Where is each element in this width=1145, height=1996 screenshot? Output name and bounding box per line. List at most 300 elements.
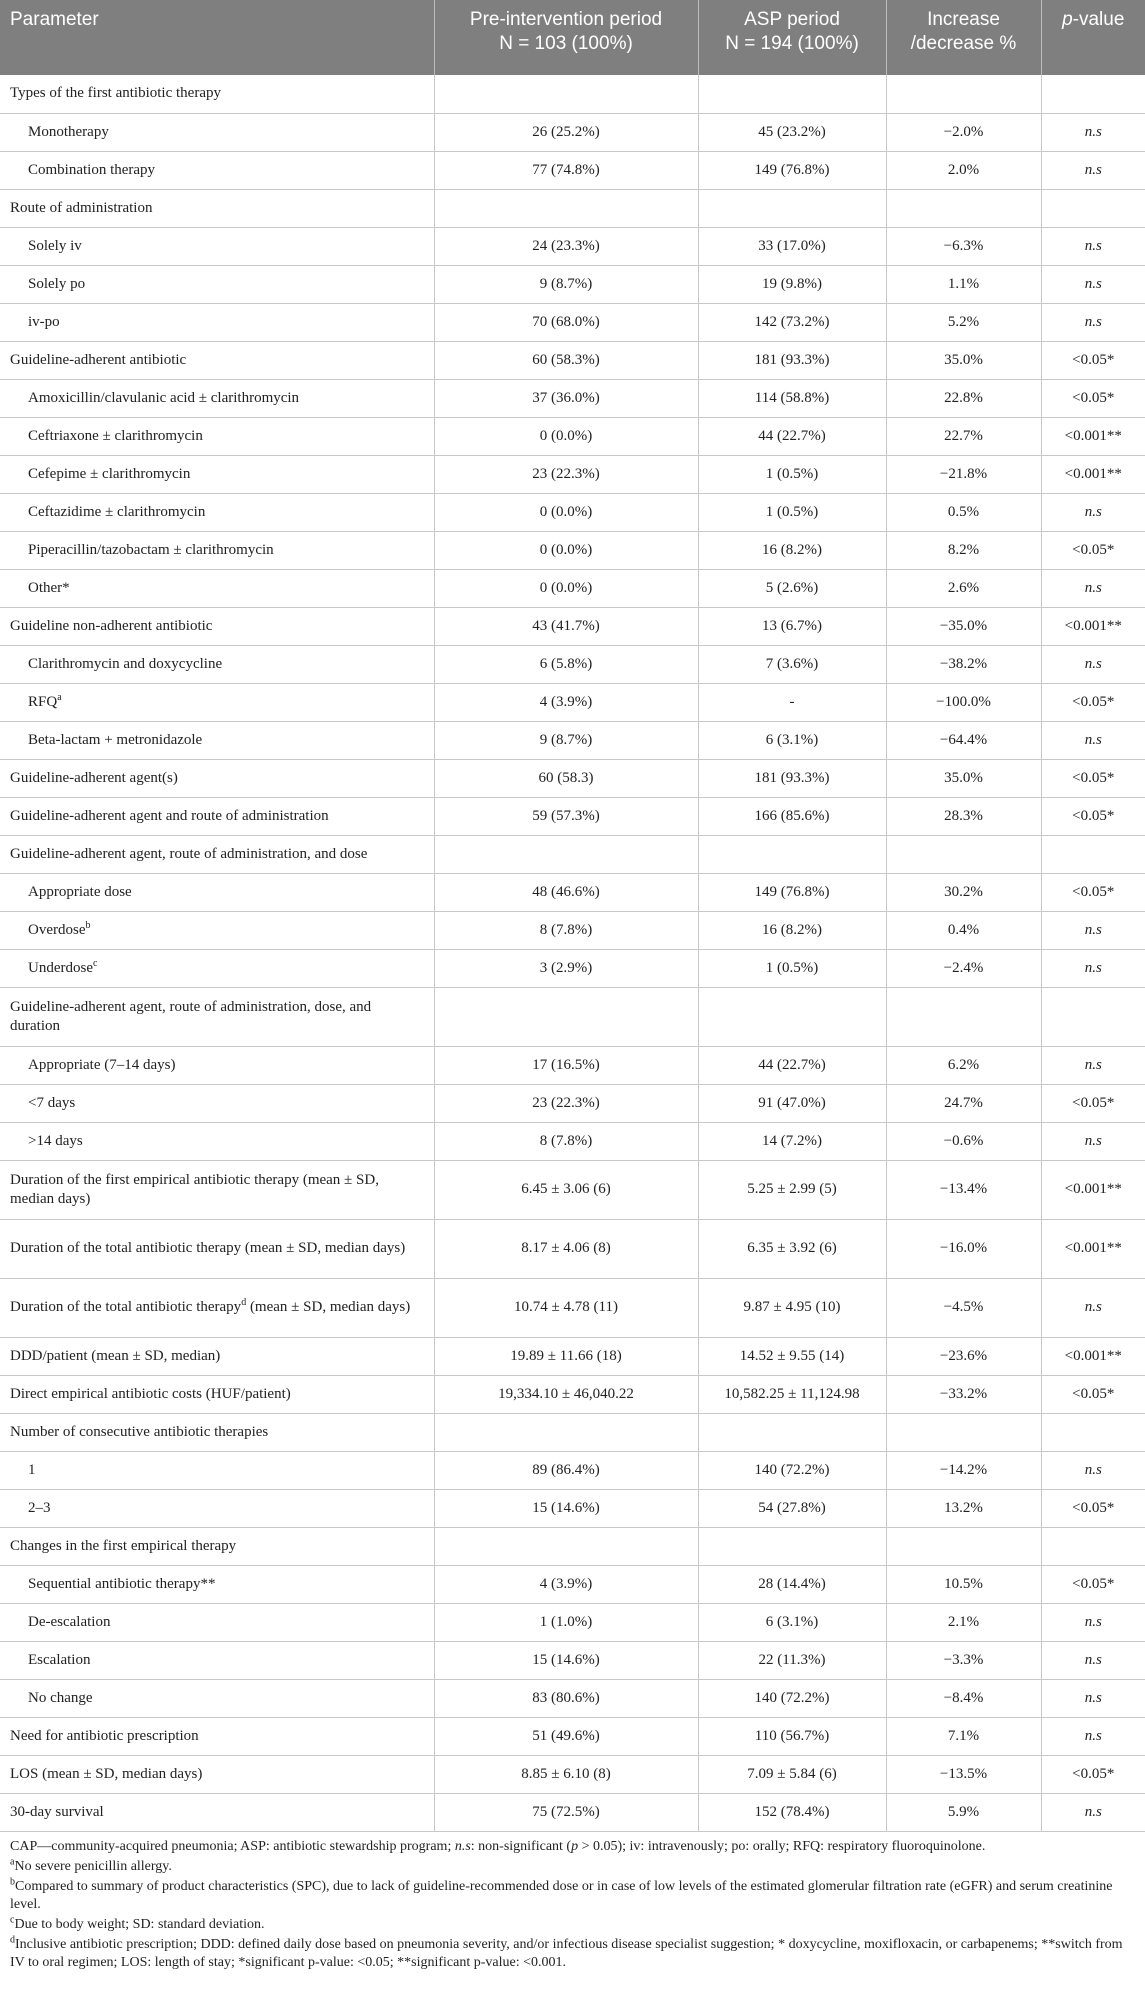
cell-pre-intervention: 60 (58.3)	[434, 759, 698, 797]
cell-parameter	[0, 1337, 434, 1375]
table-row	[0, 569, 1145, 607]
cell-pre-intervention: 26 (25.2%)	[434, 113, 698, 151]
cell-parameter	[0, 1603, 434, 1641]
parameter-label: Guideline-adherent agent(s)	[10, 769, 178, 786]
cell-p-value: <0.001**	[1041, 455, 1145, 493]
cell-p-value: <0.05*	[1041, 531, 1145, 569]
cell-pre-intervention: 89 (86.4%)	[434, 1451, 698, 1489]
table-row	[0, 1603, 1145, 1641]
cell-pre-intervention: 15 (14.6%)	[434, 1641, 698, 1679]
table-row	[0, 265, 1145, 303]
cell-pre-intervention: 4 (3.9%)	[434, 1565, 698, 1603]
cell-pre-intervention: 59 (57.3%)	[434, 797, 698, 835]
table-row	[0, 1793, 1145, 1831]
cell-pre-intervention: 43 (41.7%)	[434, 607, 698, 645]
footnote-marker: b	[85, 919, 91, 931]
header-change: Increase /decrease %	[886, 0, 1041, 75]
cell-parameter	[0, 683, 434, 721]
cell-asp-period: 45 (23.2%)	[698, 113, 886, 151]
parameter-label: Number of consecutive antibiotic therapies	[10, 1423, 269, 1440]
cell-parameter	[0, 1755, 434, 1793]
footnote-marker: d	[241, 1297, 247, 1308]
table-row	[0, 75, 1145, 113]
footnote-marker: a	[57, 691, 62, 703]
table-row	[0, 683, 1145, 721]
table-row	[0, 303, 1145, 341]
cell-parameter	[0, 455, 434, 493]
cell-p-value	[1041, 1527, 1145, 1565]
cell-pre-intervention	[434, 1527, 698, 1565]
cell-parameter	[0, 341, 434, 379]
cell-asp-period: 44 (22.7%)	[698, 1046, 886, 1084]
table-row	[0, 379, 1145, 417]
cell-p-value: n.s	[1041, 265, 1145, 303]
cell-p-value: <0.05*	[1041, 1565, 1145, 1603]
cell-parameter	[0, 797, 434, 835]
cell-parameter	[0, 1219, 434, 1278]
cell-pre-intervention: 37 (36.0%)	[434, 379, 698, 417]
cell-change: 24.7%	[886, 1084, 1041, 1122]
table-row	[0, 531, 1145, 569]
cell-asp-period: 6 (3.1%)	[698, 721, 886, 759]
cell-pre-intervention	[434, 835, 698, 873]
table-row	[0, 1160, 1145, 1219]
cell-asp-period: 19 (9.8%)	[698, 265, 886, 303]
parameter-label: Ceftriaxone ± clarithromycin	[28, 427, 203, 444]
parameter-label: De-escalation	[28, 1613, 111, 1630]
cell-p-value: n.s	[1041, 721, 1145, 759]
cell-p-value: <0.05*	[1041, 1375, 1145, 1413]
table-row	[0, 911, 1145, 949]
cell-change	[886, 987, 1041, 1046]
cell-change: −0.6%	[886, 1122, 1041, 1160]
parameter-label: Route of administration	[10, 199, 153, 216]
cell-change: −16.0%	[886, 1219, 1041, 1278]
cell-pre-intervention: 1 (1.0%)	[434, 1603, 698, 1641]
cell-p-value: <0.05*	[1041, 341, 1145, 379]
cell-pre-intervention: 19,334.10 ± 46,040.22	[434, 1375, 698, 1413]
parameter-label: Clarithromycin and doxycycline	[28, 655, 223, 672]
cell-parameter	[0, 1717, 434, 1755]
cell-asp-period	[698, 189, 886, 227]
cell-pre-intervention	[434, 75, 698, 113]
cell-p-value: n.s	[1041, 645, 1145, 683]
cell-change: 0.4%	[886, 911, 1041, 949]
cell-asp-period	[698, 835, 886, 873]
header-asp-period: ASP period N = 194 (100%)	[698, 0, 886, 75]
cell-change	[886, 1413, 1041, 1451]
cell-pre-intervention: 0 (0.0%)	[434, 493, 698, 531]
cell-asp-period: 44 (22.7%)	[698, 417, 886, 455]
cell-pre-intervention: 77 (74.8%)	[434, 151, 698, 189]
parameter-label: Need for antibiotic prescription	[10, 1727, 199, 1744]
footnote-abbreviations: CAP—community-acquired pneumonia; ASP: antibiotic stewardship program; n.s: non-significant (p > 0.05); iv: intravenously; po: orally; RFQ: respiratory fluoroquinolone.	[10, 1838, 986, 1854]
cell-parameter	[0, 113, 434, 151]
cell-asp-period: 114 (58.8%)	[698, 379, 886, 417]
cell-change: 8.2%	[886, 531, 1041, 569]
table-row	[0, 1565, 1145, 1603]
parameter-label: Duration of the total antibiotic therapy	[10, 1299, 242, 1315]
cell-p-value: n.s	[1041, 1641, 1145, 1679]
cell-parameter	[0, 1084, 434, 1122]
parameter-label: Guideline non-adherent antibiotic	[10, 617, 213, 634]
cell-change: −8.4%	[886, 1679, 1041, 1717]
cell-parameter	[0, 873, 434, 911]
cell-pre-intervention	[434, 987, 698, 1046]
parameter-label: Guideline-adherent antibiotic	[10, 351, 187, 368]
cell-p-value	[1041, 75, 1145, 113]
cell-asp-period	[698, 1413, 886, 1451]
cell-change: 35.0%	[886, 759, 1041, 797]
parameter-label-rest: (mean ± SD, median days)	[246, 1299, 411, 1315]
cell-change: 30.2%	[886, 873, 1041, 911]
cell-change: 7.1%	[886, 1717, 1041, 1755]
cell-asp-period: 140 (72.2%)	[698, 1451, 886, 1489]
cell-asp-period: 5.25 ± 2.99 (5)	[698, 1160, 886, 1219]
cell-change: −6.3%	[886, 227, 1041, 265]
cell-parameter	[0, 379, 434, 417]
table-row	[0, 151, 1145, 189]
cell-asp-period: 152 (78.4%)	[698, 1793, 886, 1831]
cell-p-value: <0.05*	[1041, 759, 1145, 797]
parameter-label: Solely iv	[28, 237, 82, 254]
parameter-label: Solely po	[28, 275, 86, 292]
parameter-label: Duration of the first empirical antibiotic therapy (mean ± SD, median days)	[10, 1171, 379, 1207]
cell-change: −2.4%	[886, 949, 1041, 987]
cell-pre-intervention: 70 (68.0%)	[434, 303, 698, 341]
cell-parameter	[0, 911, 434, 949]
cell-pre-intervention: 10.74 ± 4.78 (11)	[434, 1278, 698, 1337]
cell-pre-intervention: 24 (23.3%)	[434, 227, 698, 265]
cell-asp-period: 1 (0.5%)	[698, 455, 886, 493]
table-row	[0, 1641, 1145, 1679]
footnote-marker: c	[92, 957, 98, 969]
cell-p-value: n.s	[1041, 151, 1145, 189]
cell-pre-intervention: 75 (72.5%)	[434, 1793, 698, 1831]
cell-pre-intervention: 83 (80.6%)	[434, 1679, 698, 1717]
cell-change: 6.2%	[886, 1046, 1041, 1084]
cell-parameter	[0, 1565, 434, 1603]
cell-pre-intervention: 0 (0.0%)	[434, 531, 698, 569]
cell-asp-period: 9.87 ± 4.95 (10)	[698, 1278, 886, 1337]
parameter-label: iv-po	[28, 313, 60, 330]
table-row	[0, 873, 1145, 911]
cell-change: 2.1%	[886, 1603, 1041, 1641]
cell-parameter	[0, 75, 434, 113]
cell-change: 2.0%	[886, 151, 1041, 189]
table-row	[0, 645, 1145, 683]
parameter-label: 2–3	[28, 1499, 51, 1516]
cell-asp-period: 142 (73.2%)	[698, 303, 886, 341]
cell-asp-period: 110 (56.7%)	[698, 1717, 886, 1755]
cell-pre-intervention: 6 (5.8%)	[434, 645, 698, 683]
table-row	[0, 1413, 1145, 1451]
cell-asp-period: 28 (14.4%)	[698, 1565, 886, 1603]
table-row	[0, 1046, 1145, 1084]
cell-asp-period: 14.52 ± 9.55 (14)	[698, 1337, 886, 1375]
cell-p-value: n.s	[1041, 1451, 1145, 1489]
parameter-label: Other*	[28, 579, 70, 596]
cell-p-value	[1041, 1413, 1145, 1451]
table-body	[0, 75, 1145, 1831]
cell-change: −3.3%	[886, 1641, 1041, 1679]
table-row	[0, 1084, 1145, 1122]
cell-asp-period: 149 (76.8%)	[698, 873, 886, 911]
cell-parameter	[0, 759, 434, 797]
cell-change: 2.6%	[886, 569, 1041, 607]
cell-change: 35.0%	[886, 341, 1041, 379]
cell-asp-period: 33 (17.0%)	[698, 227, 886, 265]
table-row	[0, 455, 1145, 493]
cell-change: −21.8%	[886, 455, 1041, 493]
cell-asp-period: 54 (27.8%)	[698, 1489, 886, 1527]
cell-parameter	[0, 1527, 434, 1565]
cell-asp-period: 22 (11.3%)	[698, 1641, 886, 1679]
cell-pre-intervention: 23 (22.3%)	[434, 1084, 698, 1122]
parameter-label: LOS (mean ± SD, median days)	[10, 1765, 203, 1782]
cell-parameter	[0, 1451, 434, 1489]
cell-p-value: n.s	[1041, 1122, 1145, 1160]
cell-pre-intervention: 23 (22.3%)	[434, 455, 698, 493]
parameter-label: 1	[28, 1461, 36, 1478]
footnote-b: $^b$Compared to summary of product characteristics (SPC), due to lack of guideline-recommended dose or in case of low levels of the estimated glomerular filtration rate (eGFR) and serum creatinine level.	[10, 1875, 1113, 1912]
cell-asp-period: 140 (72.2%)	[698, 1679, 886, 1717]
cell-change: 0.5%	[886, 493, 1041, 531]
table-row	[0, 113, 1145, 151]
cell-pre-intervention: 0 (0.0%)	[434, 417, 698, 455]
cell-asp-period: 13 (6.7%)	[698, 607, 886, 645]
cell-parameter	[0, 1679, 434, 1717]
cell-change: −100.0%	[886, 683, 1041, 721]
cell-pre-intervention: 8 (7.8%)	[434, 911, 698, 949]
cell-asp-period: 16 (8.2%)	[698, 531, 886, 569]
parameter-label: Combination therapy	[28, 161, 156, 178]
cell-asp-period: 7 (3.6%)	[698, 645, 886, 683]
cell-p-value: n.s	[1041, 949, 1145, 987]
cell-p-value	[1041, 835, 1145, 873]
cell-asp-period	[698, 75, 886, 113]
cell-asp-period: 166 (85.6%)	[698, 797, 886, 835]
table-row	[0, 1278, 1145, 1337]
parameter-label: Beta-lactam + metronidazole	[28, 731, 203, 748]
cell-asp-period: 91 (47.0%)	[698, 1084, 886, 1122]
table-row	[0, 1679, 1145, 1717]
cell-pre-intervention: 15 (14.6%)	[434, 1489, 698, 1527]
table-row	[0, 1717, 1145, 1755]
cell-asp-period: 5 (2.6%)	[698, 569, 886, 607]
cell-parameter	[0, 303, 434, 341]
cell-pre-intervention: 8.85 ± 6.10 (8)	[434, 1755, 698, 1793]
cell-pre-intervention: 8.17 ± 4.06 (8)	[434, 1219, 698, 1278]
cell-pre-intervention: 3 (2.9%)	[434, 949, 698, 987]
cell-pre-intervention: 51 (49.6%)	[434, 1717, 698, 1755]
cell-change: −64.4%	[886, 721, 1041, 759]
cell-p-value: <0.05*	[1041, 873, 1145, 911]
table-row	[0, 493, 1145, 531]
cell-asp-period: 181 (93.3%)	[698, 341, 886, 379]
table-row	[0, 1219, 1145, 1278]
parameter-label: RFQ	[28, 693, 58, 710]
cell-parameter	[0, 151, 434, 189]
cell-p-value: n.s	[1041, 227, 1145, 265]
cell-p-value: <0.05*	[1041, 379, 1145, 417]
cell-asp-period: 6.35 ± 3.92 (6)	[698, 1219, 886, 1278]
cell-p-value: n.s	[1041, 1793, 1145, 1831]
cell-parameter	[0, 1375, 434, 1413]
parameter-label: No change	[28, 1689, 93, 1706]
cell-parameter	[0, 227, 434, 265]
table-header	[0, 0, 1145, 75]
table-row	[0, 227, 1145, 265]
cell-p-value: n.s	[1041, 303, 1145, 341]
cell-pre-intervention: 19.89 ± 11.66 (18)	[434, 1337, 698, 1375]
cell-pre-intervention: 8 (7.8%)	[434, 1122, 698, 1160]
table-row	[0, 1337, 1145, 1375]
cell-p-value: <0.05*	[1041, 797, 1145, 835]
cell-asp-period: 14 (7.2%)	[698, 1122, 886, 1160]
cell-change: −13.4%	[886, 1160, 1041, 1219]
cell-parameter	[0, 417, 434, 455]
cell-asp-period: 1 (0.5%)	[698, 493, 886, 531]
cell-parameter	[0, 1160, 434, 1219]
cell-pre-intervention: 60 (58.3%)	[434, 341, 698, 379]
parameter-label: 30-day survival	[10, 1803, 104, 1820]
cell-p-value: <0.001**	[1041, 607, 1145, 645]
cell-parameter	[0, 1641, 434, 1679]
cell-p-value: <0.001**	[1041, 1219, 1145, 1278]
cell-pre-intervention: 17 (16.5%)	[434, 1046, 698, 1084]
parameter-label: Guideline-adherent agent, route of administration, dose, and duration	[10, 998, 372, 1034]
table-row	[0, 987, 1145, 1046]
cell-p-value: n.s	[1041, 1679, 1145, 1717]
table-row	[0, 797, 1145, 835]
cell-change: 28.3%	[886, 797, 1041, 835]
table-row	[0, 835, 1145, 873]
cell-parameter	[0, 1489, 434, 1527]
cell-change: 1.1%	[886, 265, 1041, 303]
table-row	[0, 1451, 1145, 1489]
cell-parameter	[0, 189, 434, 227]
cell-p-value	[1041, 189, 1145, 227]
cell-asp-period: 181 (93.3%)	[698, 759, 886, 797]
cell-p-value: n.s	[1041, 113, 1145, 151]
cell-asp-period: 16 (8.2%)	[698, 911, 886, 949]
cell-change: 10.5%	[886, 1565, 1041, 1603]
cell-pre-intervention	[434, 189, 698, 227]
cell-parameter	[0, 265, 434, 303]
parameter-label: Escalation	[28, 1651, 91, 1668]
parameter-label: Piperacillin/tazobactam ± clarithromycin	[28, 541, 274, 558]
cell-change	[886, 1527, 1041, 1565]
table-row	[0, 189, 1145, 227]
cell-pre-intervention: 9 (8.7%)	[434, 721, 698, 759]
parameter-label: Monotherapy	[28, 123, 109, 140]
cell-change: −13.5%	[886, 1755, 1041, 1793]
table-row	[0, 1755, 1145, 1793]
cell-p-value: <0.001**	[1041, 417, 1145, 455]
table-row	[0, 1527, 1145, 1565]
table-row	[0, 949, 1145, 987]
header-p-value: p-value	[1041, 0, 1145, 75]
parameter-label: Underdose	[28, 959, 93, 976]
cell-p-value: n.s	[1041, 1278, 1145, 1337]
footnote-c: $^c$Due to body weight; SD: standard deviation.	[10, 1913, 265, 1932]
table-row	[0, 607, 1145, 645]
parameter-label: Direct empirical antibiotic costs (HUF/patient)	[10, 1385, 291, 1402]
table-row	[0, 1375, 1145, 1413]
parameter-label: Guideline-adherent agent and route of administration	[10, 807, 329, 824]
cell-parameter	[0, 1278, 434, 1337]
table-row	[0, 417, 1145, 455]
parameter-label: Appropriate (7–14 days)	[28, 1056, 176, 1073]
cell-p-value: <0.05*	[1041, 1489, 1145, 1527]
cell-parameter	[0, 1122, 434, 1160]
cell-change	[886, 75, 1041, 113]
cell-change: −2.0%	[886, 113, 1041, 151]
cell-p-value: <0.05*	[1041, 683, 1145, 721]
cell-parameter	[0, 721, 434, 759]
parameter-label: Amoxicillin/clavulanic acid ± clarithromycin	[28, 389, 300, 406]
cell-pre-intervention: 6.45 ± 3.06 (6)	[434, 1160, 698, 1219]
cell-asp-period: 1 (0.5%)	[698, 949, 886, 987]
cell-change: 22.7%	[886, 417, 1041, 455]
parameter-label: Types of the first antibiotic therapy	[10, 85, 221, 102]
cell-asp-period: 6 (3.1%)	[698, 1603, 886, 1641]
cell-change: 5.9%	[886, 1793, 1041, 1831]
cell-pre-intervention: 48 (46.6%)	[434, 873, 698, 911]
cell-asp-period: 7.09 ± 5.84 (6)	[698, 1755, 886, 1793]
cell-asp-period: 149 (76.8%)	[698, 151, 886, 189]
cell-change: −33.2%	[886, 1375, 1041, 1413]
footnote-a: $^a$No severe penicillin allergy.	[10, 1855, 172, 1874]
table-row	[0, 1489, 1145, 1527]
cell-parameter	[0, 1793, 434, 1831]
parameter-label: Changes in the first empirical therapy	[10, 1537, 237, 1554]
cell-asp-period	[698, 1527, 886, 1565]
cell-p-value	[1041, 987, 1145, 1046]
cell-p-value: n.s	[1041, 1717, 1145, 1755]
parameter-label: Appropriate dose	[28, 883, 132, 900]
cell-p-value: n.s	[1041, 569, 1145, 607]
cell-parameter	[0, 1413, 434, 1451]
parameter-label: Guideline-adherent agent, route of administration, and dose	[10, 845, 368, 862]
cell-parameter	[0, 531, 434, 569]
parameter-label: Ceftazidime ± clarithromycin	[28, 503, 206, 520]
parameter-label: Sequential antibiotic therapy**	[28, 1575, 216, 1592]
cell-pre-intervention	[434, 1413, 698, 1451]
cell-change: 22.8%	[886, 379, 1041, 417]
table-row	[0, 721, 1145, 759]
cell-change: −4.5%	[886, 1278, 1041, 1337]
header-pre-intervention: Pre-intervention period N = 103 (100%)	[434, 0, 698, 75]
parameter-label: Duration of the total antibiotic therapy (mean ± SD, median days)	[10, 1240, 406, 1256]
cell-p-value: <0.05*	[1041, 1755, 1145, 1793]
cell-change: −14.2%	[886, 1451, 1041, 1489]
cell-parameter	[0, 949, 434, 987]
cell-parameter	[0, 645, 434, 683]
cell-change: −35.0%	[886, 607, 1041, 645]
cell-asp-period: 10,582.25 ± 11,124.98	[698, 1375, 886, 1413]
parameter-label: DDD/patient (mean ± SD, median)	[10, 1347, 221, 1364]
cell-asp-period: -	[698, 683, 886, 721]
table-row	[0, 759, 1145, 797]
cell-parameter	[0, 569, 434, 607]
parameter-label: <7 days	[28, 1094, 76, 1111]
cell-p-value: n.s	[1041, 911, 1145, 949]
cell-change: 5.2%	[886, 303, 1041, 341]
cell-p-value: n.s	[1041, 1603, 1145, 1641]
cell-asp-period	[698, 987, 886, 1046]
